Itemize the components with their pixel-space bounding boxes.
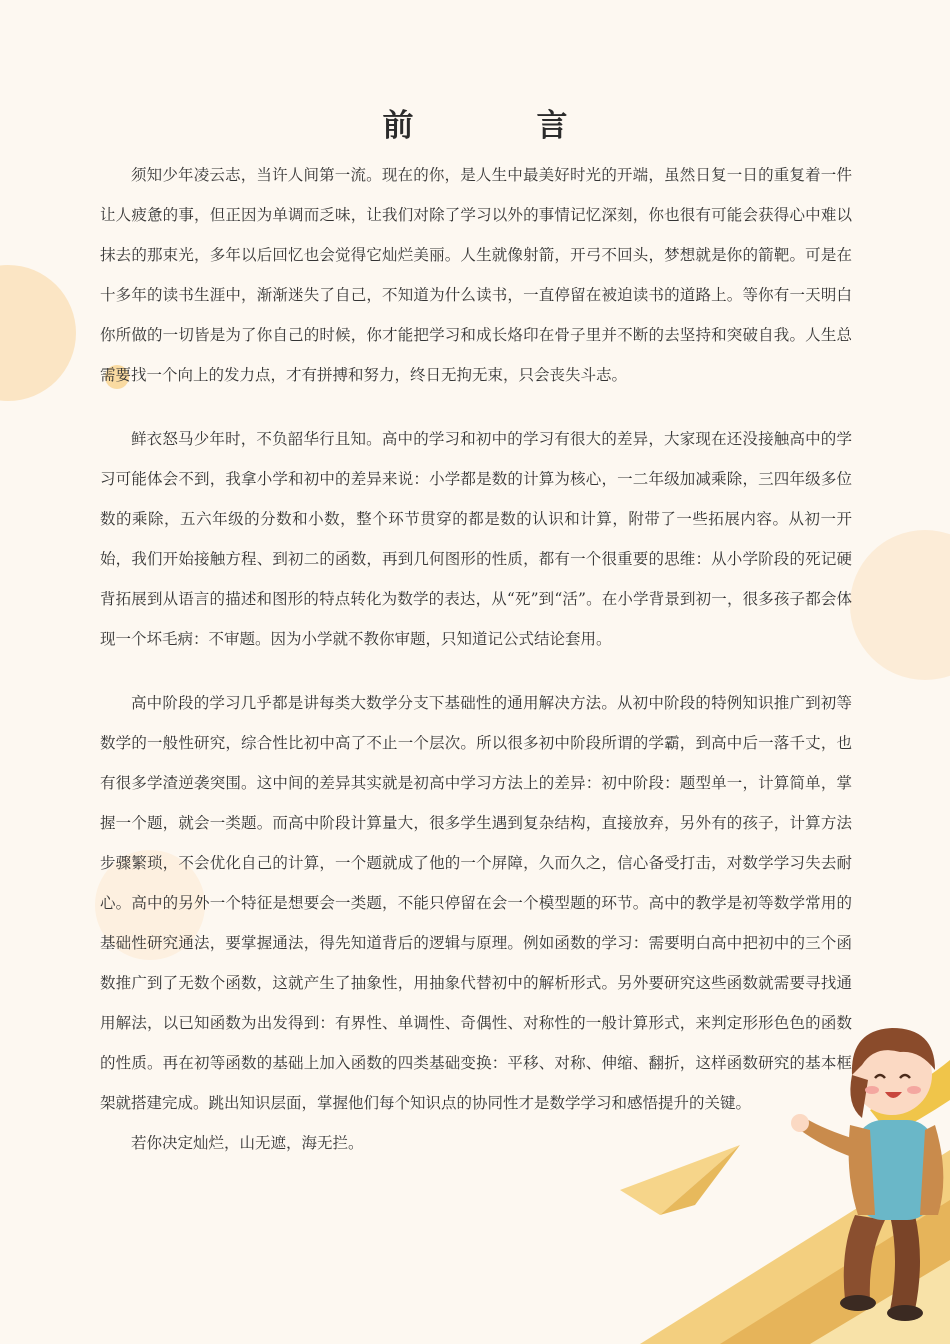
paragraph-2: 鲜衣怒马少年时，不负韶华行且知。高中的学习和初中的学习有很大的差异，大家现在还没接触高中的学习可能体会不到，我拿小学和初中的差异来说：小学都是数的计算为核心，一二年级加减乘除，三四年级多位数的乘除，五六年级的分数和小数，整个环节贯穿的都是数的认识和计算，附带了一些拓展内容。从初一开始，我们开始接触方程、到初二的函数，再到几何图形的性质，都有一个很重要的思维：从小学阶段的死记硬背拓展到从语言的描述和图形的特点转化为数学的表达，从“死”到“活”。在小学背景到初一，很多孩子都会体现一个坏毛病：不审题。因为小学就不教你审题，只知道记公式结论套用。 — [100, 430, 852, 648]
paragraph-3: 高中阶段的学习几乎都是讲每类大数学分支下基础性的通用解决方法。从初中阶段的特例知识推广到初等数学的一般性研究，综合性比初中高了不止一个层次。所以很多初中阶段所谓的学霸，到高中后一落千丈，也有很多学渣逆袭突围。这中间的差异其实就是初高中学习方法上的差异：初中阶段：题型单一，计算简单，掌握一个题，就会一类题。而高中阶段计算量大，很多学生遇到复杂结构，直接放弃，另外有的孩子，计算方法步骤繁琐，不会优化自己的计算，一个题就成了他的一个屏障，久而久之，信心备受打击，对数学学习失去耐心。高中的另外一个特征是想要会一类题，不能只停留在会一个模型题的环节。高中的教学是初等数学常用的基础性研究通法，要掌握通法，得先知道背后的逻辑与原理。例如函数的学习：需要明白高中把初中的三个函数推广到了无数个函数，这就产生了抽象性，用抽象代替初中的解析形式。另外要研究这些函数就需要寻找通用解法，以已知函数为出发得到：有界性、单调性、奇偶性、对称性的一般计算形式，来判定形形色色的函数的性质。再在初等函数的基础上加入函数的四类基础变换：平移、对称、伸缩、翻折，这样函数研究的基本框架就搭建完成。跳出知识层面，掌握他们每个知识点的协同性才是数学学习和感悟提升的关键。 — [100, 694, 852, 1112]
decor-circle-right — [850, 530, 950, 680]
page-title: 前 言 — [382, 108, 614, 144]
decor-circle-left — [0, 265, 76, 401]
paragraph-4: 若你决定灿烂，山无遮，海无拦。 — [131, 1134, 364, 1152]
child-on-paper-plane-illustration — [600, 1000, 950, 1344]
paragraph-1: 须知少年凌云志，当许人间第一流。现在的你，是人生中最美好时光的开端，虽然日复一日的重复着一件让人疲惫的事，但正因为单调而乏味，让我们对除了学习以外的事情记忆深刻，你也很有可能会获得心中难以抹去的那束光，多年以后回忆也会觉得它灿烂美丽。人生就像射箭，开弓不回头，梦想就是你的箭靶。可是在十多年的读书生涯中，渐渐迷失了自己，不知道为什么读书，一直停留在被迫读书的道路上。等你有一天明白你所做的一切皆是为了你自己的时候，你才能把学习和成长烙印在骨子里并不断的去坚持和突破自我。人生总需要找一个向上的发力点，才有拼搏和努力，终日无拘无束，只会丧失斗志。 — [100, 166, 852, 384]
